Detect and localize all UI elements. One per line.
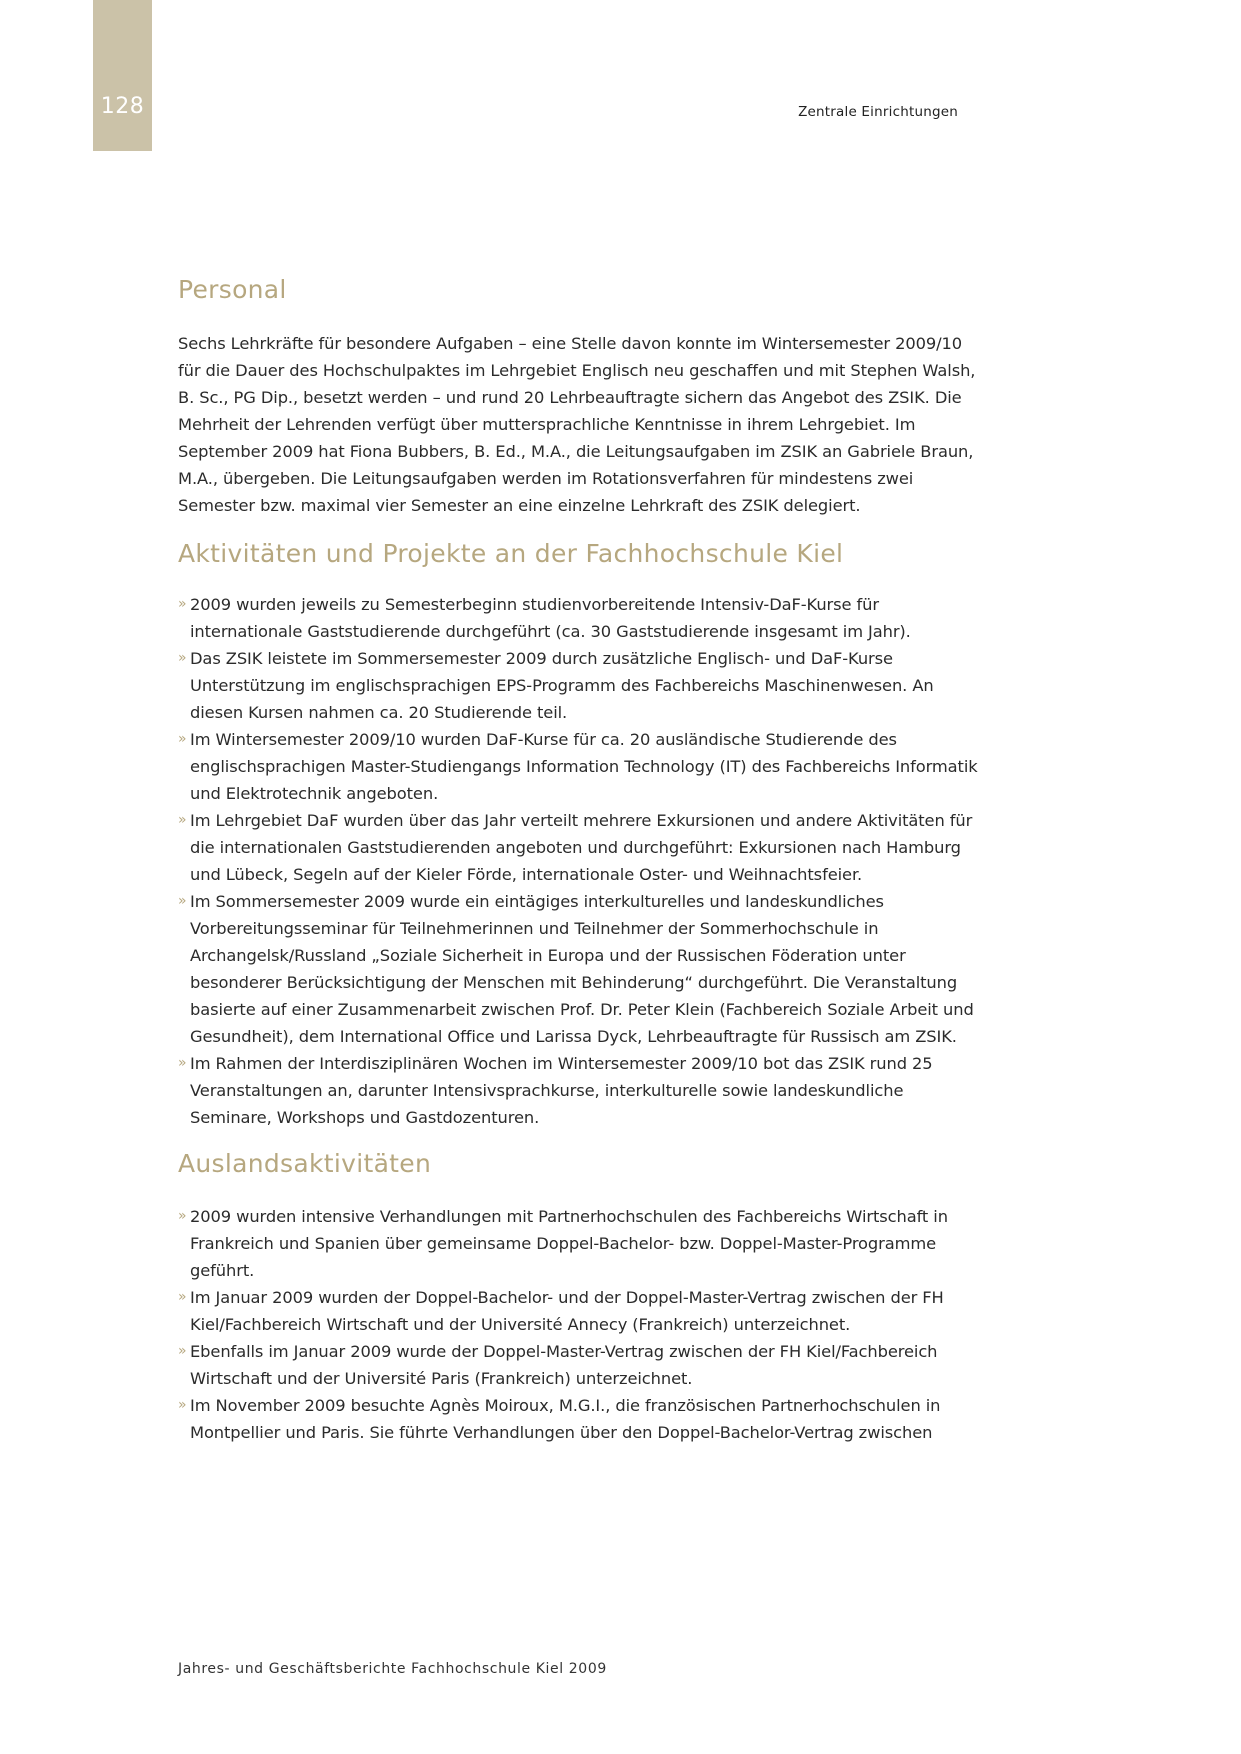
bullet-icon: » [178, 812, 187, 828]
list-item [178, 888, 978, 1050]
bullet-icon: » [178, 1343, 187, 1359]
list-item-text: Im November 2009 besuchte Agnès Moiroux, M.G.I., die französischen Partnerhochschulen in Montpellier und Paris. Sie führte Verhandlungen über den Doppel-Bachelor-Vertrag zwischen [190, 1396, 941, 1442]
ausland-list [178, 1203, 978, 1446]
list-item-text: Im Rahmen der Interdisziplinären Wochen im Wintersemester 2009/10 bot das ZSIK rund 25 Veranstaltungen an, darunter Intensivsprachkurse, interkulturelle sowie landeskundliche Seminare, Workshops und Gastdozenturen. [190, 1054, 933, 1127]
page-footer: Jahres- und Geschäftsberichte Fachhochschule Kiel 2009 [178, 1661, 607, 1677]
bullet-icon: » [178, 1055, 187, 1071]
section-heading-ausland: Auslandsaktivitäten [178, 1149, 432, 1178]
bullet-icon: » [178, 1289, 187, 1305]
running-header: Zentrale Einrichtungen [798, 104, 958, 120]
list-item-text: Im Sommersemester 2009 wurde ein eintägiges interkulturelles und landeskundliches Vorbereitungsseminar für Teilnehmerinnen und Teilnehmer der Sommerhochschule in Archangelsk/Russland „Soziale Sicherheit in Europa und der Russischen Föderation unter besonderer Berücksichtigung der Menschen mit Behinderung“ durchgeführt. Die Veranstaltung basierte auf einer Zusammenarbeit zwischen Prof. Dr. Peter Klein (Fachbereich Soziale Arbeit und Gesundheit), dem International Office und Larissa Dyck, Lehrbeauftragte für Russisch am ZSIK. [190, 892, 974, 1046]
list-item [178, 645, 978, 726]
list-item [178, 1203, 978, 1284]
bullet-icon: » [178, 1397, 187, 1413]
list-item [178, 1284, 978, 1338]
bullet-icon: » [178, 1208, 187, 1224]
list-item-text: 2009 wurden intensive Verhandlungen mit Partnerhochschulen des Fachbereichs Wirtschaft in Frankreich und Spanien über gemeinsame Doppel-Bachelor- bzw. Doppel-Master-Programme geführt. [190, 1207, 948, 1280]
list-item [178, 1050, 978, 1131]
list-item-text: Im Januar 2009 wurden der Doppel-Bachelor- und der Doppel-Master-Vertrag zwischen der FH Kiel/Fachbereich Wirtschaft und der Université Annecy (Frankreich) unterzeichnet. [190, 1288, 944, 1334]
list-item-text: Im Lehrgebiet DaF wurden über das Jahr verteilt mehrere Exkursionen und andere Aktivitäten für die internationalen Gaststudierenden angeboten und durchgeführt: Exkursionen nach Hamburg und Lübeck, Segeln auf der Kieler Förde, internationale Oster- und Weihnachtsfeier. [190, 811, 973, 884]
list-item-text: 2009 wurden jeweils zu Semesterbeginn studienvorbereitende Intensiv-DaF-Kurse für internationale Gaststudierende durchgeführt (ca. 30 Gaststudierende insgesamt im Jahr). [190, 595, 911, 641]
bullet-icon: » [178, 731, 187, 747]
aktivitaeten-list [178, 591, 978, 1131]
list-item-text: Im Wintersemester 2009/10 wurden DaF-Kurse für ca. 20 ausländische Studierende des englischsprachigen Master-Studiengangs Information Technology (IT) des Fachbereichs Informatik und Elektrotechnik angeboten. [190, 730, 978, 803]
bullet-icon: » [178, 893, 187, 909]
page-number: 128 [100, 94, 145, 119]
list-item [178, 1338, 978, 1392]
section-heading-personal: Personal [178, 275, 287, 304]
list-item [178, 807, 978, 888]
list-item [178, 591, 978, 645]
page-content [178, 272, 978, 1446]
list-item [178, 726, 978, 807]
page-number-tab [93, 0, 152, 151]
list-item [178, 1392, 978, 1446]
list-item-text: Ebenfalls im Januar 2009 wurde der Doppel-Master-Vertrag zwischen der FH Kiel/Fachbereich Wirtschaft und der Université Paris (Frankreich) unterzeichnet. [190, 1342, 938, 1388]
list-item-text: Das ZSIK leistete im Sommersemester 2009 durch zusätzliche Englisch- und DaF-Kurse Unterstützung im englischsprachigen EPS-Programm des Fachbereichs Maschinenwesen. An diesen Kursen nahmen ca. 20 Studierende teil. [190, 649, 934, 722]
bullet-icon: » [178, 650, 187, 666]
bullet-icon: » [178, 596, 187, 612]
personal-paragraph: Sechs Lehrkräfte für besondere Aufgaben – eine Stelle davon konnte im Wintersemester 2009/10 für die Dauer des Hochschulpaktes im Lehrgebiet Englisch neu geschaffen und mit Stephen Walsh, B. Sc., PG Dip., besetzt werden – und rund 20 Lehrbeauftragte sichern das Angebot des ZSIK. Die Mehrheit der Lehrenden verfügt über muttersprachliche Kenntnisse in ihrem Lehrgebiet. Im September 2009 hat Fiona Bubbers, B. Ed., M.A., die Leitungsaufgaben im ZSIK an Gabriele Braun, M.A., übergeben. Die Leitungsaufgaben werden im Rotationsverfahren für mindestens zwei Semester bzw. maximal vier Semester an eine einzelne Lehrkraft des ZSIK delegiert. [178, 334, 976, 515]
section-heading-aktivitaeten: Aktivitäten und Projekte an der Fachhochschule Kiel [178, 539, 844, 568]
